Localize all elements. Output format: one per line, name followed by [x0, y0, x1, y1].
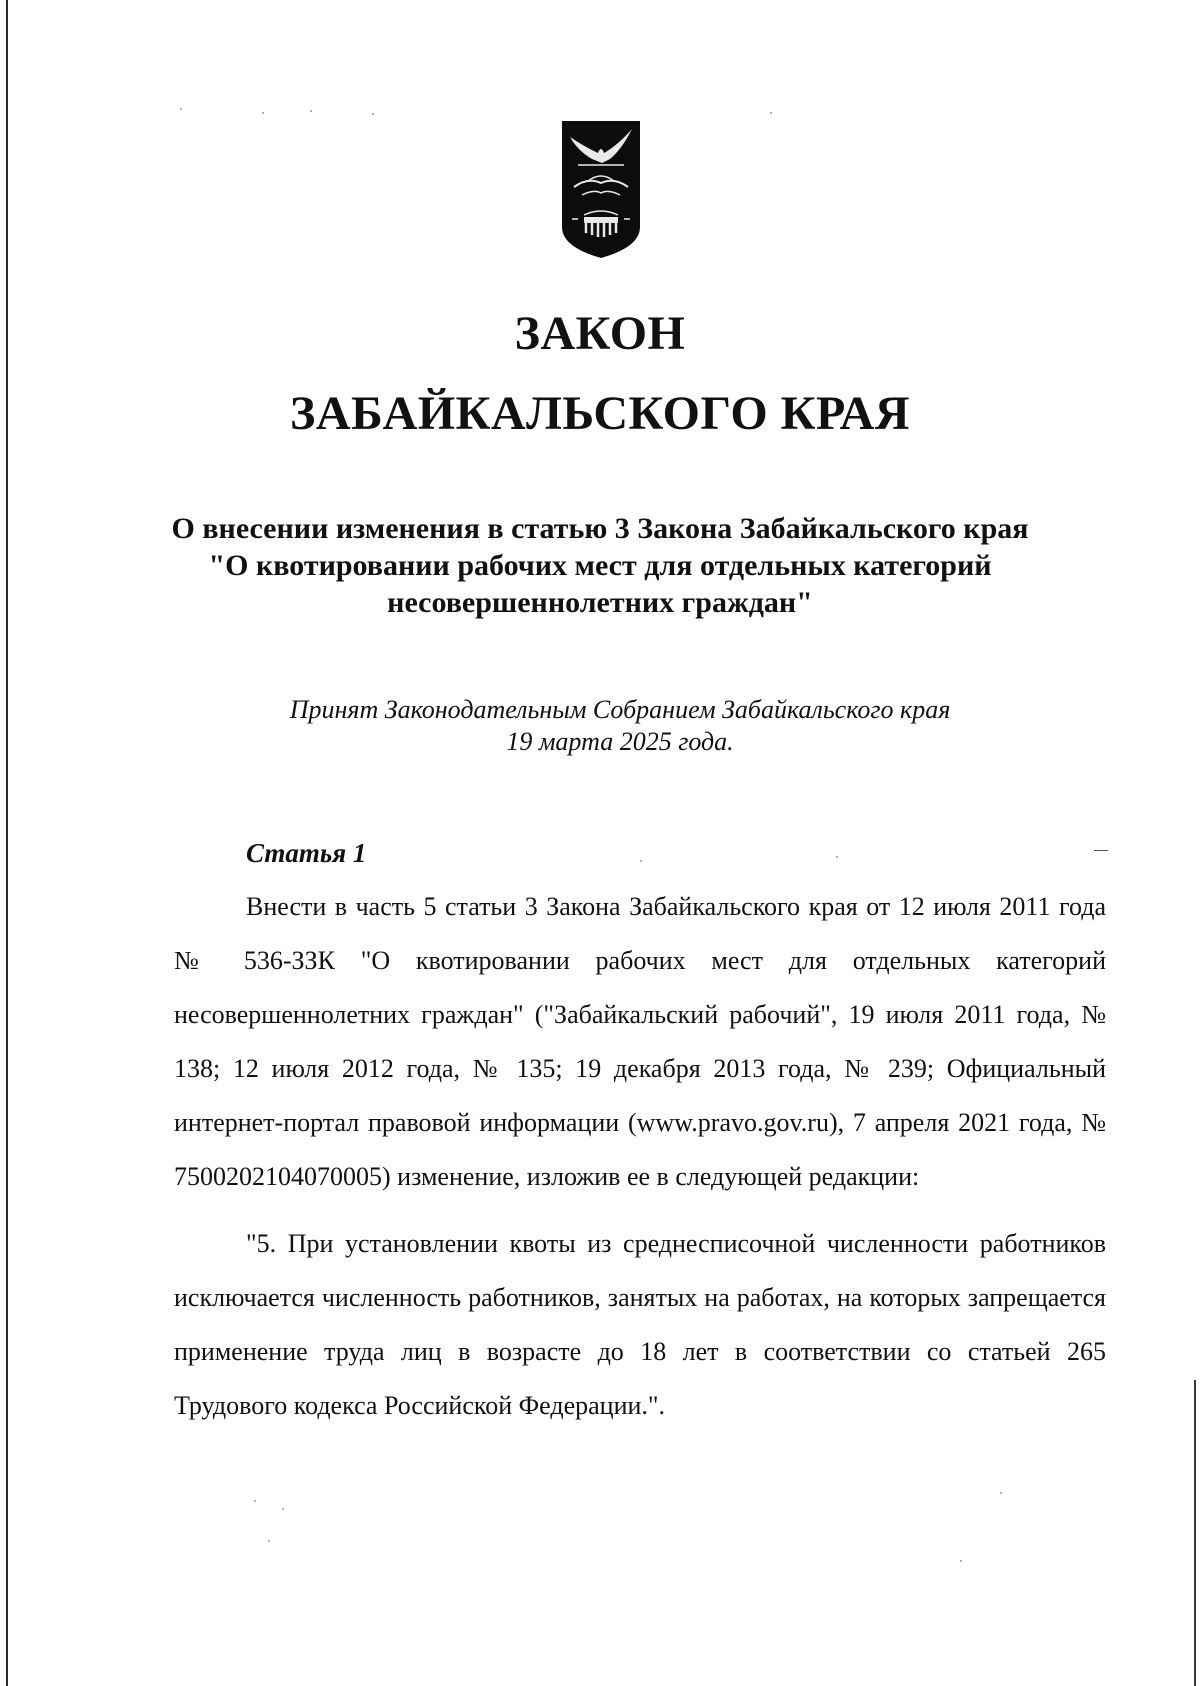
scan-speck: [268, 1540, 270, 1542]
scan-speck: [372, 113, 374, 115]
article-paragraph: Внести в часть 5 статьи 3 Закона Забайкальского края от 12 июля 2011 года № 536-ЗЗК "О квотировании рабочих мест для отдельных категорий несовершеннолетних граждан" ("Забайкальский рабочий", 19 июля 2011 года, № 138; 12 июля 2012 года, № 135; 19 декабря 2013 года, № 239; Официальный интернет-портал правовой информации (www.pravo.gov.ru), 7 апреля 2021 года, № 7500202104070005) изменение, изложив ее в следующей редакции:: [174, 892, 1106, 1191]
law-subtitle: [120, 510, 1080, 621]
scan-speck: [310, 110, 312, 112]
scan-speck: [1000, 1492, 1002, 1494]
subtitle-line: "О квотировании рабочих мест для отдельных категорий: [208, 549, 992, 582]
scan-edge-left: [6, 0, 8, 1686]
scan-speck: [836, 856, 838, 858]
article-heading: Статья 1: [246, 838, 367, 868]
scan-speck: [960, 1560, 962, 1562]
scan-speck: [262, 112, 264, 114]
amendment-paragraph: "5. При установлении квоты из среднесписочной численности работников исключается численность работников, занятых на работах, на которых запрещается применение труда лиц в возрасте до 18 лет в соответствии со статьей 265 Трудового кодекса Российской Федерации.".: [174, 1229, 1106, 1420]
adoption-line: Принят Законодательным Собранием Забайкальского края: [289, 695, 951, 724]
scan-speck: [180, 108, 182, 110]
document-title-region: ЗАБАЙКАЛЬСКОГО КРАЯ: [290, 387, 910, 440]
adoption-note: [200, 694, 1040, 758]
adoption-date: 19 марта 2025 года.: [506, 727, 734, 756]
scan-mark: [1094, 850, 1108, 851]
subtitle-line: О внесении изменения в статью 3 Закона Забайкальского края: [171, 512, 1029, 545]
subtitle-line: несовершеннолетних граждан": [387, 586, 813, 619]
scan-speck: [254, 1500, 256, 1502]
scan-speck: [640, 860, 642, 862]
coat-of-arms-icon: [560, 119, 642, 260]
scan-speck: [282, 1508, 284, 1510]
scan-speck: [770, 112, 772, 114]
scan-edge-right: [1194, 1380, 1196, 1686]
document-title: ЗАКОН: [514, 307, 686, 360]
